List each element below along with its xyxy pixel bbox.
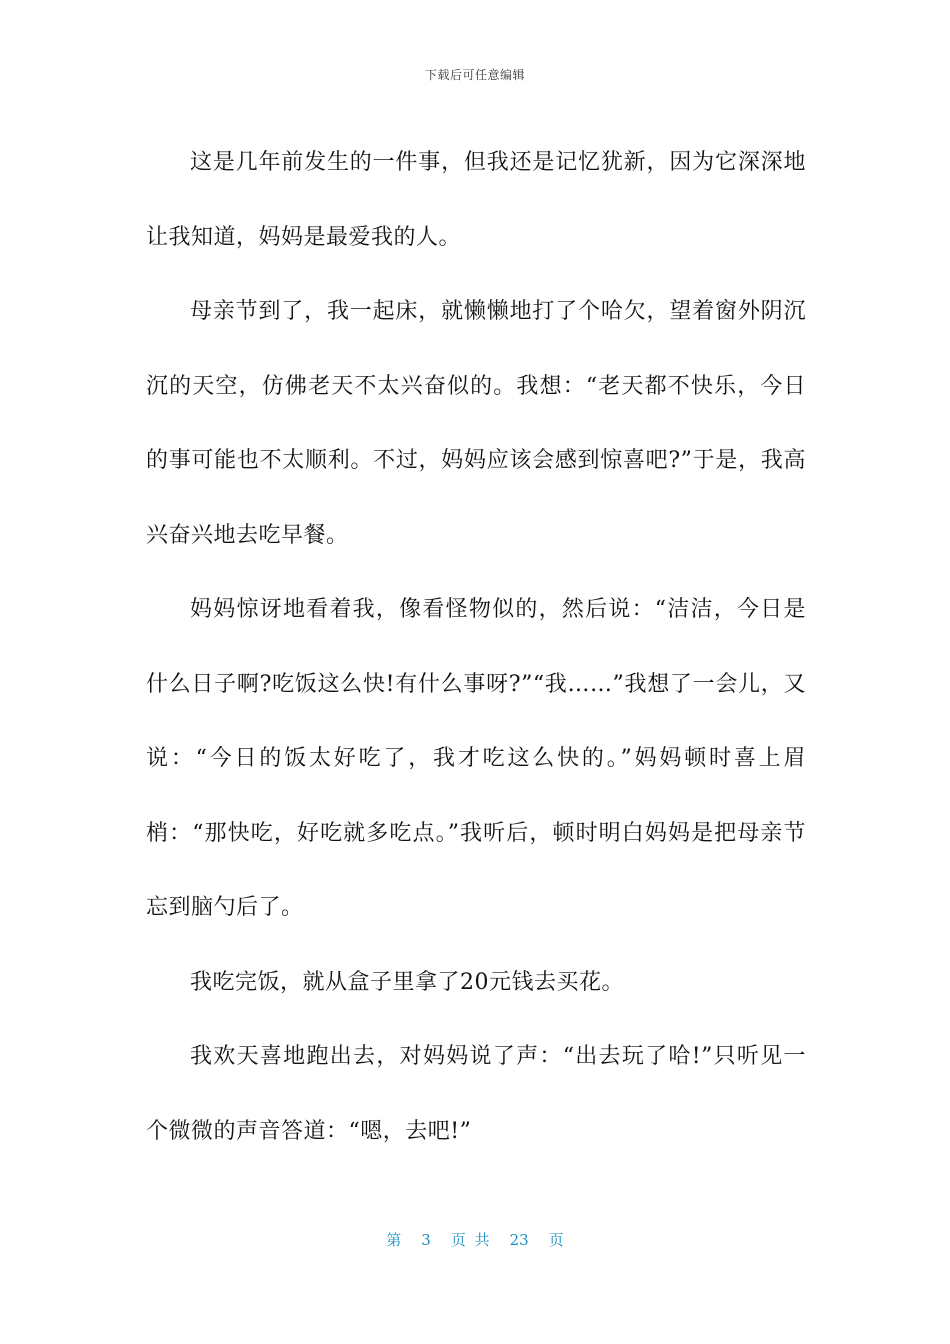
paragraph: 母亲节到了，我一起床，就懒懒地打了个哈欠，望着窗外阴沉沉的天空，仿佛老天不太兴奋似的。我想：“老天都不快乐，今日的事可能也不太顺利。不过，妈妈应该会感到惊喜吧?”于是，我高兴奋兴地去吃早餐。 bbox=[146, 299, 806, 548]
paragraph: 妈妈惊讶地看着我，像看怪物似的，然后说：“洁洁，今日是什么日子啊?吃饭这么快!有什么事呀?”“我……”我想了一会儿，又说：“今日的饭太好吃了，我才吃这么快的。”妈妈顿时喜上眉梢：“那快吃，好吃就多吃点。”我听后，顿时明白妈妈是把母亲节忘到脑勺后了。 bbox=[146, 597, 806, 920]
footer-middle: 页 共 bbox=[450, 1231, 490, 1249]
document-body bbox=[146, 126, 806, 1169]
current-page-number: 3 bbox=[421, 1231, 431, 1249]
footer-suffix: 页 bbox=[548, 1231, 564, 1249]
footer-prefix: 第 bbox=[386, 1231, 402, 1249]
paragraph: 我欢天喜地跑出去，对妈妈说了声：“出去玩了哈!”只听见一个微微的声音答道：“嗯，去吧!” bbox=[146, 1044, 806, 1144]
page-footer bbox=[0, 1229, 950, 1250]
page-header: 下载后可任意编辑 bbox=[424, 68, 525, 82]
paragraph: 我吃完饭，就从盒子里拿了20元钱去买花。 bbox=[190, 969, 624, 995]
total-page-count: 23 bbox=[509, 1231, 529, 1249]
paragraph: 这是几年前发生的一件事，但我还是记忆犹新，因为它深深地让我知道，妈妈是最爱我的人。 bbox=[146, 150, 806, 250]
